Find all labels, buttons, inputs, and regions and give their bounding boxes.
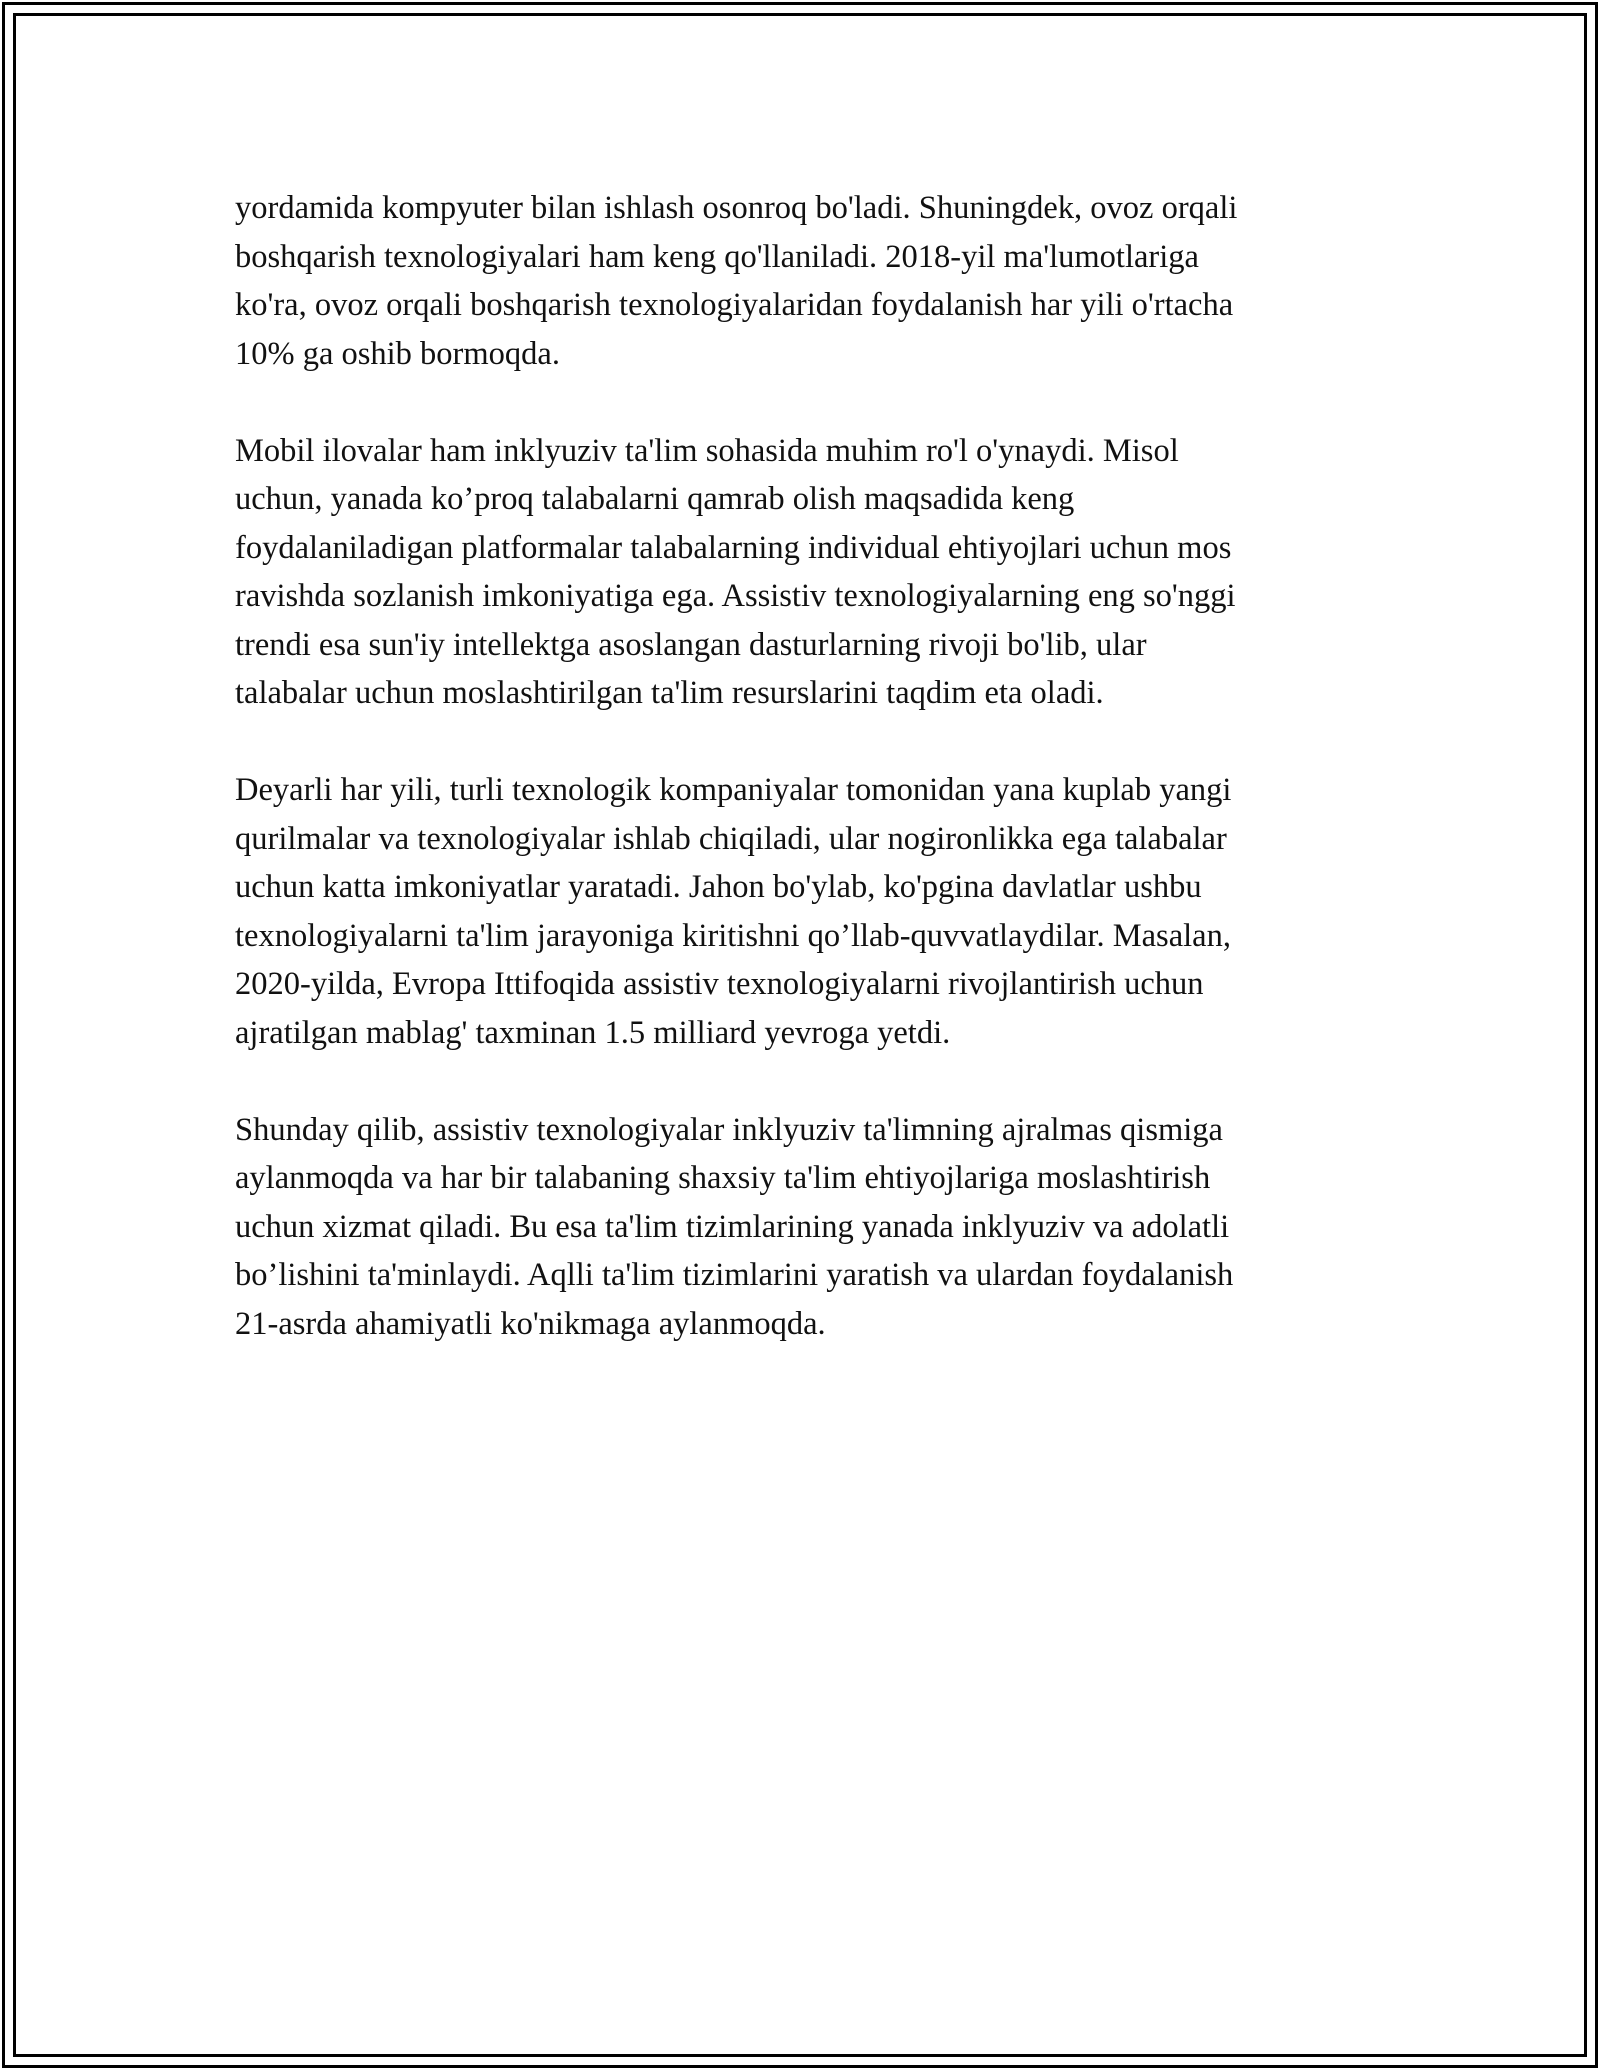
document-body <box>235 184 1375 1397</box>
paragraph-2: Mobil ilovalar ham inklyuziv ta'lim sohasida muhim ro'l o'ynaydi. Misol uchun, yanada ko’proq talabalarni qamrab olish maqsadida keng foydalaniladigan platformalar talabalarning individual ehtiyojlari uchun mos ravishda sozlanish imkoniyatiga ega. Assistiv texnologiyalarning eng so'nggi trendi esa sun'iy intellektga asoslangan dasturlarning rivoji bo'lib, ular talabalar uchun moslashtirilgan ta'lim resurslarini taqdim eta oladi. <box>235 432 1236 711</box>
paragraph-1: yordamida kompyuter bilan ishlash osonroq bo'ladi. Shuningdek, ovoz orqali boshqarish texnologiyalari ham keng qo'llaniladi. 2018-yil ma'lumotlariga ko'ra, ovoz orqali boshqarish texnologiyalaridan foydalanish har yili o'rtacha 10% ga oshib bormoqda. <box>235 190 1238 372</box>
paragraph-4: Shunday qilib, assistiv texnologiyalar inklyuziv ta'limning ajralmas qismiga aylanmoqda va har bir talabaning shaxsiy ta'lim ehtiyojlariga moslashtirish uchun xizmat qiladi. Bu esa ta'lim tizimlarining yanada inklyuziv va adolatli bo’lishini ta'minlaydi. Aqlli ta'lim tizimlarini yaratish va ulardan foydalanish 21-asrda ahamiyatli ko'nikmaga aylanmoqda. <box>235 1111 1234 1342</box>
paragraph-3: Deyarli har yili, turli texnologik kompaniyalar tomonidan yana kuplab yangi qurilmalar va texnologiyalar ishlab chiqiladi, ular nogironlikka ega talabalar uchun katta imkoniyatlar yaratadi. Jahon bo'ylab, ko'pgina davlatlar ushbu texnologiyalarni ta'lim jarayoniga kiritishni qo’llab-quvvatlaydilar. Masalan, 2020-yilda, Evropa Ittifoqida assistiv texnologiyalarni rivojlantirish uchun ajratilgan mablag' taxminan 1.5 milliard yevroga yetdi. <box>235 772 1232 1051</box>
